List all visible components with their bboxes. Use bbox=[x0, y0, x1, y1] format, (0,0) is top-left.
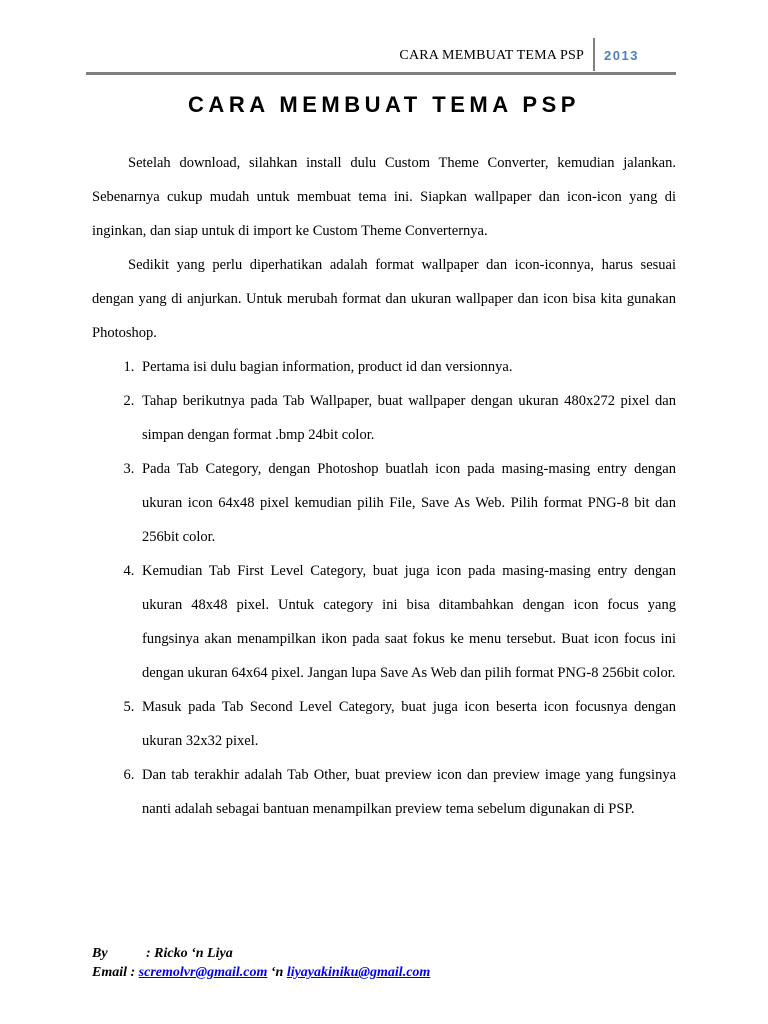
page-header bbox=[86, 34, 676, 75]
step-item: 1. Pertama isi dulu bagian information, product id dan versionnya. bbox=[138, 350, 676, 384]
paragraph-note: Sedikit yang perlu diperhatikan adalah format wallpaper dan icon-iconnya, harus sesuai dengan yang di anjurkan. Untuk merubah format dan ukuran wallpaper dan icon bisa kita gunakan Photoshop. bbox=[92, 257, 676, 341]
step-item: 2. Tahap berikutnya pada Tab Wallpaper, buat wallpaper dengan ukuran 480x272 pixel dan simpan dengan format .bmp 24bit color. bbox=[138, 384, 676, 452]
document-body bbox=[92, 146, 676, 826]
paragraph-intro: Setelah download, silahkan install dulu Custom Theme Converter, kemudian jalankan. Sebenarnya cukup mudah untuk membuat tema ini. Siapkan wallpaper dan icon-icon yang di inginkan, dan siap untuk di import ke Custom Theme Converternya. bbox=[92, 155, 676, 239]
email-joiner: ‘n bbox=[270, 965, 284, 980]
step-item: 5. Masuk pada Tab Second Level Category, buat juga icon beserta icon focusnya dengan ukuran 32x32 pixel. bbox=[138, 690, 676, 758]
step-item: 6. Dan tab terakhir adalah Tab Other, buat preview icon dan preview image yang fungsinya nanti adalah sebagai bantuan menampilkan preview tema sebelum digunakan di PSP. bbox=[138, 758, 676, 826]
email-label: Email : bbox=[92, 965, 136, 980]
author-row bbox=[92, 944, 430, 963]
step-item: 4. Kemudian Tab First Level Category, buat juga icon pada masing-masing entry dengan ukuran 48x48 pixel. Untuk category ini bisa ditambahkan dengan icon focus yang fungsinya akan menampilkan ikon pada saat fokus ke menu tersebut. Buat icon focus ini dengan ukuran 64x64 pixel. Jangan lupa Save As Web dan pilih format PNG-8 256bit color. bbox=[138, 554, 676, 690]
header-separator bbox=[593, 38, 595, 71]
step-item: 3. Pada Tab Category, dengan Photoshop buatlah icon pada masing-masing entry dengan ukuran icon 64x48 pixel kemudian pilih File, Save As Web. Pilih format PNG-8 bit dan 256bit color. bbox=[138, 452, 676, 554]
header-year: 2013 bbox=[604, 48, 639, 63]
email-link-2[interactable]: liyayakiniku@gmail.com bbox=[286, 965, 431, 980]
page-footer bbox=[92, 944, 430, 982]
by-label: By bbox=[92, 946, 108, 961]
email-row bbox=[92, 963, 430, 982]
document-title: CARA MEMBUAT TEMA PSP bbox=[188, 92, 580, 117]
header-title: CARA MEMBUAT TEMA PSP bbox=[399, 48, 584, 63]
email-link-1[interactable]: scremolvr@gmail.com bbox=[138, 965, 268, 980]
steps-list bbox=[92, 350, 676, 826]
author-names: : Ricko ‘n Liya bbox=[146, 946, 233, 961]
